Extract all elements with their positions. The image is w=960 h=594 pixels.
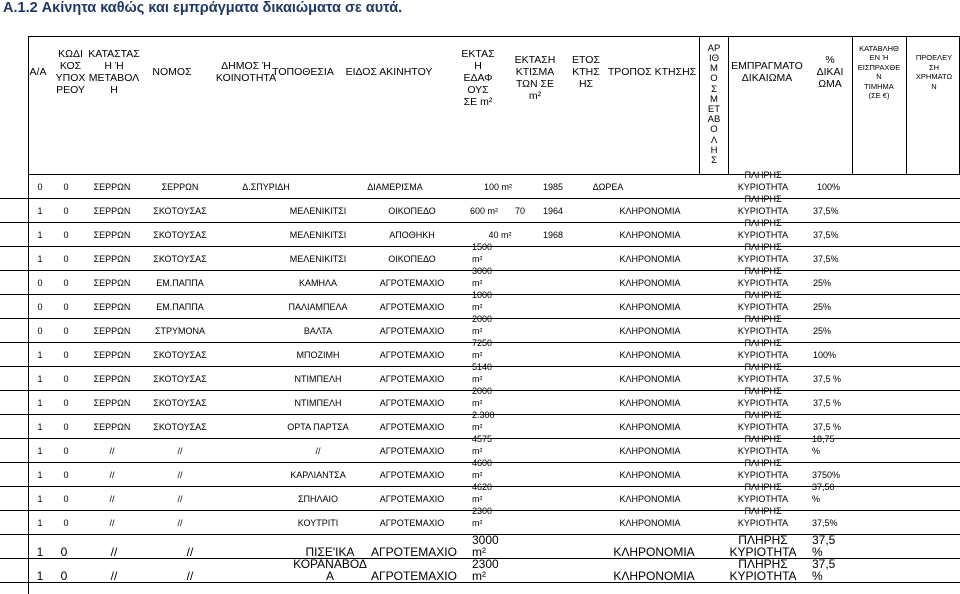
cell-dimos: // <box>177 470 183 480</box>
cell-aa: 0 <box>37 182 43 192</box>
cell-dikaioma: ΠΛΗΡΗΣ <box>744 314 782 324</box>
cell-dikaioma: ΠΛΗΡΗΣ <box>744 386 782 396</box>
cell-ektasi-ktismaton: 100 m² <box>483 182 513 192</box>
cell-kodikos: 0 <box>63 350 69 360</box>
cell-ektasi-edafous: 1500 <box>472 242 493 252</box>
cell-kodikos: 0 <box>63 254 69 264</box>
cell-dikaioma: ΚΥΡΙΟΤΗΤΑ <box>737 470 789 480</box>
cell-aa: 1 <box>36 569 44 583</box>
cell-pososto: 37,5% <box>813 230 839 240</box>
cell-dikaioma: ΠΛΗΡΗΣ <box>744 338 782 348</box>
cell-ektasi-ktismaton: 40 m² <box>488 230 512 240</box>
cell-tropos: ΚΛΗΡΟΝΟΜΙΑ <box>619 518 681 528</box>
cell-dikaioma: ΚΥΡΙΟΤΗΤΑ <box>737 182 789 192</box>
cell-nomos: // <box>110 569 118 583</box>
cell-dimos: ΣΕΡΡΩΝ <box>161 182 199 192</box>
cell-topothesia: ΚΑΜΗΛΑ <box>298 278 338 288</box>
cell-dikaioma: ΠΛΗΡΗΣ <box>738 557 788 571</box>
cell-pososto: 37,5 % <box>813 374 842 384</box>
header-topothesia: ΤΟΠΟΘΕΣΙΑ <box>272 66 334 78</box>
cell-ektasi-edafous: 5140 <box>472 362 493 372</box>
cell-tropos: ΔΩΡΕΑ <box>592 182 624 192</box>
cell-kodikos: 0 <box>63 326 69 336</box>
cell-ektasi-edafous: m² <box>472 518 483 528</box>
cell-eidos: ΑΓΡΟΤΕΜΑΧΙΟ <box>379 374 445 384</box>
cell-pososto: 37,5% <box>813 206 839 216</box>
cell-topothesia: ΝΤΙΜΠΕΛΗ <box>294 374 342 384</box>
cell-dikaioma: ΠΛΗΡΗΣ <box>744 242 782 252</box>
cell-dikaioma: ΠΛΗΡΗΣ <box>744 434 782 444</box>
cell-ektasi-edafous: m² <box>472 374 483 384</box>
header-empragmato: ΕΜΠΡΑΓΜΑΤΟ ΔΙΚΑΙΩΜΑ <box>731 60 803 84</box>
cell-dikaioma: ΠΛΗΡΗΣ <box>744 410 782 420</box>
cell-topothesia: ΝΤΙΜΠΕΛΗ <box>294 398 342 408</box>
cell-tropos: ΚΛΗΡΟΝΟΜΙΑ <box>619 446 681 456</box>
cell-topothesia: ΜΠΟΖΙΜΗ <box>296 350 340 360</box>
cell-tropos: ΚΛΗΡΟΝΟΜΙΑ <box>619 206 681 216</box>
cell-tropos: ΚΛΗΡΟΝΟΜΙΑ <box>619 350 681 360</box>
cell-tropos: ΚΛΗΡΟΝΟΜΙΑ <box>619 230 681 240</box>
cell-topothesia: Α <box>325 569 335 583</box>
cell-ektasi-edafous: 2300 <box>472 557 499 571</box>
header-katavlithen: ΚΑΤΑΒΛΗΘ ΕΝ Ή ΕΙΣΠΡΑΧΘΕ Ν ΤΙΜΗΜΑ (ΣΕ €) <box>857 43 901 100</box>
table-row <box>0 170 960 198</box>
cell-nomos: ΣΕΡΡΩΝ <box>93 206 131 216</box>
cell-nomos: ΣΕΡΡΩΝ <box>93 326 131 336</box>
cell-ektasi-edafous: m² <box>472 422 483 432</box>
cell-dimos: // <box>186 569 194 583</box>
cell-topothesia: ΜΕΛΕΝΙΚΙΤΣΙ <box>289 230 347 240</box>
cell-aa: 0 <box>37 302 43 312</box>
cell-dikaioma: ΠΛΗΡΗΣ <box>744 506 782 516</box>
cell-dikaioma: ΚΥΡΙΟΤΗΤΑ <box>737 230 789 240</box>
cell-tropos: ΚΛΗΡΟΝΟΜΙΑ <box>619 470 681 480</box>
cell-ektasi-edafous: 1000 <box>472 290 493 300</box>
cell-aa: 1 <box>37 350 43 360</box>
cell-eidos: ΑΓΡΟΤΕΜΑΧΙΟ <box>379 278 445 288</box>
cell-topothesia: ΣΠΗΛΑΙΟ <box>297 494 339 504</box>
cell-tropos: ΚΛΗΡΟΝΟΜΙΑ <box>619 494 681 504</box>
cell-dimos: ΣΚΟΤΟΥΣΑΣ <box>153 206 207 216</box>
cell-dikaioma: ΚΥΡΙΟΤΗΤΑ <box>737 302 789 312</box>
cell-dikaioma: ΠΛΗΡΗΣ <box>744 482 782 492</box>
cell-nomos: ΣΕΡΡΩΝ <box>93 254 131 264</box>
cell-pososto: % <box>812 569 823 583</box>
cell-ektasi-edafous: 600 m² <box>470 206 499 216</box>
cell-eidos: ΑΓΡΟΤΕΜΑΧΙΟ <box>371 545 457 559</box>
header-proeleusi: ΠΡΟΕΛΕΥ ΣΗ ΧΡΗΜΑΤΩ Ν <box>915 53 953 91</box>
cell-ektasi-edafous: m² <box>472 302 483 312</box>
cell-nomos: ΣΕΡΡΩΝ <box>93 182 131 192</box>
header-tropos-ktisis: ΤΡΟΠΟΣ ΚΤΗΣΗΣ <box>607 66 697 78</box>
cell-aa: 1 <box>37 254 43 264</box>
cell-dikaioma: ΚΥΡΙΟΤΗΤΑ <box>737 446 789 456</box>
cell-ektasi-edafous: 4620 <box>472 482 493 492</box>
cell-tropos: ΚΛΗΡΟΝΟΜΙΑ <box>613 569 695 583</box>
cell-dimos: ΣΚΟΤΟΥΣΑΣ <box>153 350 207 360</box>
cell-pososto: 25% <box>813 278 832 288</box>
cell-dimos: ΣΤΡΥΜΟΝΑ <box>154 326 206 336</box>
cell-ektasi-edafous: 2300 <box>472 506 493 516</box>
cell-dikaioma: ΠΛΗΡΗΣ <box>744 170 782 180</box>
header-etos-ktisis: ΕΤΟΣ ΚΤΗΣ ΗΣ <box>572 54 600 90</box>
cell-dikaioma: ΠΛΗΡΗΣ <box>744 194 782 204</box>
cell-ektasi-edafous: 2.300 <box>472 410 495 420</box>
cell-dikaioma: ΠΛΗΡΗΣ <box>744 458 782 468</box>
cell-dimos: ΕΜ.ΠΑΠΠΑ <box>156 302 204 312</box>
cell-nomos: ΣΕΡΡΩΝ <box>93 278 131 288</box>
page-title: A.1.2 Ακίνητα καθώς και εμπράγματα δικαιώματα σε αυτά. <box>3 0 403 16</box>
cell-eidos: ΑΠΟΘΗΚΗ <box>389 230 435 240</box>
cell-topothesia: ΚΑΡΛΙΑΝΤΣΑ <box>290 470 346 480</box>
cell-pososto: 37,5 <box>812 533 836 547</box>
cell-eidos: ΑΓΡΟΤΕΜΑΧΙΟ <box>379 518 445 528</box>
cell-eidos: ΔΙΑΜΕΡΙΣΜΑ <box>367 182 423 192</box>
cell-pososto: % <box>812 494 821 504</box>
cell-topothesia: Δ.ΣΠΥΡΙΔΗ <box>242 182 290 192</box>
cell-etos: 1985 <box>542 182 564 192</box>
cell-pososto: % <box>812 446 821 456</box>
cell-topothesia: ΒΑΛΤΑ <box>303 326 333 336</box>
cell-ektasi-edafous: 7250 <box>472 338 493 348</box>
cell-pososto: 25% <box>813 302 832 312</box>
table-row <box>0 558 960 582</box>
cell-ektasi-edafous: 4600 <box>472 458 493 468</box>
cell-kodikos: 0 <box>63 182 69 192</box>
cell-dikaioma: ΚΥΡΙΟΤΗΤΑ <box>737 326 789 336</box>
cell-eidos: ΑΓΡΟΤΕΜΑΧΙΟ <box>379 398 445 408</box>
cell-dikaioma: ΠΛΗΡΗΣ <box>744 290 782 300</box>
cell-tropos: ΚΛΗΡΟΝΟΜΙΑ <box>619 374 681 384</box>
cell-kodikos: 0 <box>63 374 69 384</box>
cell-nomos: ΣΕΡΡΩΝ <box>93 350 131 360</box>
cell-tropos: ΚΛΗΡΟΝΟΜΙΑ <box>619 278 681 288</box>
cell-aa: 1 <box>37 470 43 480</box>
cell-nomos: ΣΕΡΡΩΝ <box>93 374 131 384</box>
cell-kodikos: 0 <box>63 518 69 528</box>
cell-eidos: ΑΓΡΟΤΕΜΑΧΙΟ <box>379 302 445 312</box>
cell-dikaioma: ΠΛΗΡΗΣ <box>744 218 782 228</box>
cell-dimos: ΣΚΟΤΟΥΣΑΣ <box>153 374 207 384</box>
cell-kodikos: 0 <box>63 206 69 216</box>
cell-ektasi-edafous: 3000 <box>472 533 499 547</box>
table-row <box>0 534 960 558</box>
cell-aa: 0 <box>37 326 43 336</box>
cell-dikaioma: ΚΥΡΙΟΤΗΤΑ <box>737 398 789 408</box>
cell-kodikos: 0 <box>60 569 68 583</box>
header-divider <box>699 37 700 174</box>
cell-ektasi-edafous: m² <box>472 350 483 360</box>
table-row <box>0 194 960 222</box>
cell-dimos: // <box>177 446 183 456</box>
header-pososto: % ΔΙΚΑΙ ΩΜΑ <box>816 54 844 90</box>
cell-pososto: 37,5% <box>813 254 839 264</box>
header-katastasi: ΚΑΤΑΣΤΑΣ Η Ή ΜΕΤΑΒΟΛ Η <box>88 48 140 96</box>
cell-aa: 1 <box>37 422 43 432</box>
cell-aa: 0 <box>37 278 43 288</box>
cell-aa: 1 <box>37 518 43 528</box>
cell-kodikos: 0 <box>60 545 68 559</box>
cell-eidos: ΑΓΡΟΤΕΜΑΧΙΟ <box>379 446 445 456</box>
cell-nomos: ΣΕΡΡΩΝ <box>93 422 131 432</box>
cell-tropos: ΚΛΗΡΟΝΟΜΙΑ <box>619 254 681 264</box>
cell-dikaioma: ΚΥΡΙΟΤΗΤΑ <box>737 206 789 216</box>
cell-dikaioma: ΠΛΗΡΗΣ <box>738 533 788 547</box>
cell-tropos: ΚΛΗΡΟΝΟΜΙΑ <box>619 422 681 432</box>
cell-dimos: ΣΚΟΤΟΥΣΑΣ <box>153 398 207 408</box>
cell-etos: 1964 <box>542 206 564 216</box>
cell-ektasi-edafous: m² <box>472 569 486 583</box>
cell-nomos: // <box>109 446 115 456</box>
cell-ektasi-edafous: m² <box>472 494 483 504</box>
cell-eidos: ΑΓΡΟΤΕΜΑΧΙΟ <box>379 494 445 504</box>
cell-ektasi-edafous: 2000 <box>472 314 493 324</box>
cell-dikaioma: ΠΛΗΡΗΣ <box>744 362 782 372</box>
cell-nomos: ΣΕΡΡΩΝ <box>93 398 131 408</box>
cell-kodikos: 0 <box>63 422 69 432</box>
cell-dikaioma: ΚΥΡΙΟΤΗΤΑ <box>737 494 789 504</box>
cell-topothesia: ΟΡΤΑ ΠΑΡΤΣΑ <box>287 422 349 432</box>
cell-ektasi-ktismaton: 70 <box>514 206 526 216</box>
cell-dimos: ΕΜ.ΠΑΠΠΑ <box>156 278 204 288</box>
cell-pososto: 37,5 % <box>813 422 842 432</box>
cell-dikaioma: ΚΥΡΙΟΤΗΤΑ <box>737 422 789 432</box>
cell-nomos: ΣΕΡΡΩΝ <box>93 302 131 312</box>
cell-etos: 1968 <box>542 230 564 240</box>
cell-nomos: // <box>109 494 115 504</box>
cell-dikaioma: ΠΛΗΡΗΣ <box>744 266 782 276</box>
header-ektasi-ktismaton: ΕΚΤΑΣΗ ΚΤΙΣΜΑ ΤΩΝ ΣΕ m² <box>514 54 556 102</box>
cell-pososto: 37,5 <box>812 557 836 571</box>
cell-aa: 1 <box>36 545 44 559</box>
header-arithmos-metavolis: ΑΡ ΙΘ Μ Ο Σ Μ ΕΤ ΑΒ Ο Λ Η Σ <box>707 42 721 167</box>
header-nomos: ΝΟΜΟΣ <box>152 66 192 78</box>
cell-kodikos: 0 <box>63 398 69 408</box>
cell-topothesia: ΜΕΛΕΝΙΚΙΤΣΙ <box>289 206 347 216</box>
cell-eidos: ΑΓΡΟΤΕΜΑΧΙΟ <box>379 422 445 432</box>
cell-dikaioma: ΚΥΡΙΟΤΗΤΑ <box>729 545 797 559</box>
cell-topothesia: // <box>315 446 321 456</box>
table-row <box>0 506 960 534</box>
cell-dimos: ΣΚΟΤΟΥΣΑΣ <box>153 254 207 264</box>
cell-aa: 1 <box>37 206 43 216</box>
header-dimos: ΔΗΜΟΣ Ή ΚΟΙΝΟΤΗΤΑ <box>215 60 277 84</box>
cell-aa: 1 <box>37 398 43 408</box>
cell-pososto: 37,50 <box>812 482 835 492</box>
cell-ektasi-edafous: 2000 <box>472 386 493 396</box>
cell-dimos: ΣΚΟΤΟΥΣΑΣ <box>153 422 207 432</box>
cell-nomos: ΣΕΡΡΩΝ <box>93 230 131 240</box>
cell-dimos: // <box>186 545 194 559</box>
header-ektasi-edafous: ΕΚΤΑΣ Η ΕΔΑΦ ΟΥΣ ΣΕ m² <box>461 48 495 108</box>
cell-pososto: 100% <box>817 182 841 192</box>
cell-kodikos: 0 <box>63 494 69 504</box>
cell-aa: 1 <box>37 230 43 240</box>
header-divider <box>728 37 729 174</box>
cell-pososto: 3750% <box>812 470 841 480</box>
header-kodikos: ΚΩΔΙ ΚΟΣ ΥΠΟΧ ΡΕΟΥ <box>55 48 86 96</box>
cell-ektasi-edafous: m² <box>472 398 483 408</box>
table-header <box>28 36 960 175</box>
cell-topothesia: ΠΙΣΕ'ΙΚΑ <box>305 545 355 559</box>
cell-eidos: ΑΓΡΟΤΕΜΑΧΙΟ <box>379 350 445 360</box>
cell-kodikos: 0 <box>63 278 69 288</box>
cell-dimos: // <box>177 518 183 528</box>
cell-ektasi-edafous: m² <box>472 254 483 264</box>
cell-nomos: // <box>109 518 115 528</box>
cell-ektasi-edafous: m² <box>472 446 483 456</box>
cell-dikaioma: ΚΥΡΙΟΤΗΤΑ <box>737 254 789 264</box>
cell-topothesia: ΠΑΛΙΑΜΠΕΛΑ <box>288 302 348 312</box>
cell-tropos: ΚΛΗΡΟΝΟΜΙΑ <box>619 398 681 408</box>
cell-eidos: ΟΙΚΟΠΕΔΟ <box>388 206 436 216</box>
cell-ektasi-edafous: 4575 <box>472 434 493 444</box>
cell-kodikos: 0 <box>63 302 69 312</box>
cell-topothesia: ΚΟΡΑΝΑΒΟΔ <box>293 557 367 571</box>
cell-eidos: ΑΓΡΟΤΕΜΑΧΙΟ <box>379 326 445 336</box>
cell-pososto: % <box>812 545 823 559</box>
cell-ektasi-edafous: m² <box>472 470 483 480</box>
cell-kodikos: 0 <box>63 470 69 480</box>
cell-ektasi-edafous: 3000 <box>472 266 493 276</box>
cell-ektasi-edafous: m² <box>472 278 483 288</box>
cell-tropos: ΚΛΗΡΟΝΟΜΙΑ <box>613 545 695 559</box>
header-divider <box>852 37 853 174</box>
cell-dimos: // <box>177 494 183 504</box>
cell-dikaioma: ΚΥΡΙΟΤΗΤΑ <box>737 350 789 360</box>
cell-eidos: ΟΙΚΟΠΕΔΟ <box>388 254 436 264</box>
cell-nomos: // <box>109 470 115 480</box>
header-eidos: ΕΙΔΟΣ ΑΚΙΝΗΤΟΥ <box>345 66 433 78</box>
cell-nomos: // <box>110 545 118 559</box>
cell-dikaioma: ΚΥΡΙΟΤΗΤΑ <box>737 278 789 288</box>
header-aa: Α/Α <box>29 66 47 78</box>
cell-topothesia: ΜΕΛΕΝΙΚΙΤΣΙ <box>289 254 347 264</box>
cell-pososto: 37,5% <box>812 518 838 528</box>
cell-dikaioma: ΚΥΡΙΟΤΗΤΑ <box>737 374 789 384</box>
cell-tropos: ΚΛΗΡΟΝΟΜΙΑ <box>619 302 681 312</box>
cell-dikaioma: ΚΥΡΙΟΤΗΤΑ <box>737 518 789 528</box>
cell-ektasi-edafous: m² <box>472 545 486 559</box>
cell-pososto: 37,5 % <box>813 398 842 408</box>
cell-pososto: 18,75 <box>812 434 835 444</box>
cell-dikaioma: ΚΥΡΙΟΤΗΤΑ <box>729 569 797 583</box>
cell-kodikos: 0 <box>63 230 69 240</box>
cell-topothesia: ΚΟΥΤΡΙΤΙ <box>297 518 339 528</box>
cell-ektasi-edafous: m² <box>472 326 483 336</box>
header-divider <box>906 37 907 174</box>
cell-kodikos: 0 <box>63 446 69 456</box>
cell-pososto: 100% <box>813 350 837 360</box>
cell-pososto: 25% <box>813 326 832 336</box>
cell-aa: 1 <box>37 374 43 384</box>
cell-dimos: ΣΚΟΤΟΥΣΑΣ <box>153 230 207 240</box>
cell-aa: 1 <box>37 446 43 456</box>
cell-tropos: ΚΛΗΡΟΝΟΜΙΑ <box>619 326 681 336</box>
cell-eidos: ΑΓΡΟΤΕΜΑΧΙΟ <box>371 569 457 583</box>
cell-aa: 1 <box>37 494 43 504</box>
cell-eidos: ΑΓΡΟΤΕΜΑΧΙΟ <box>379 470 445 480</box>
